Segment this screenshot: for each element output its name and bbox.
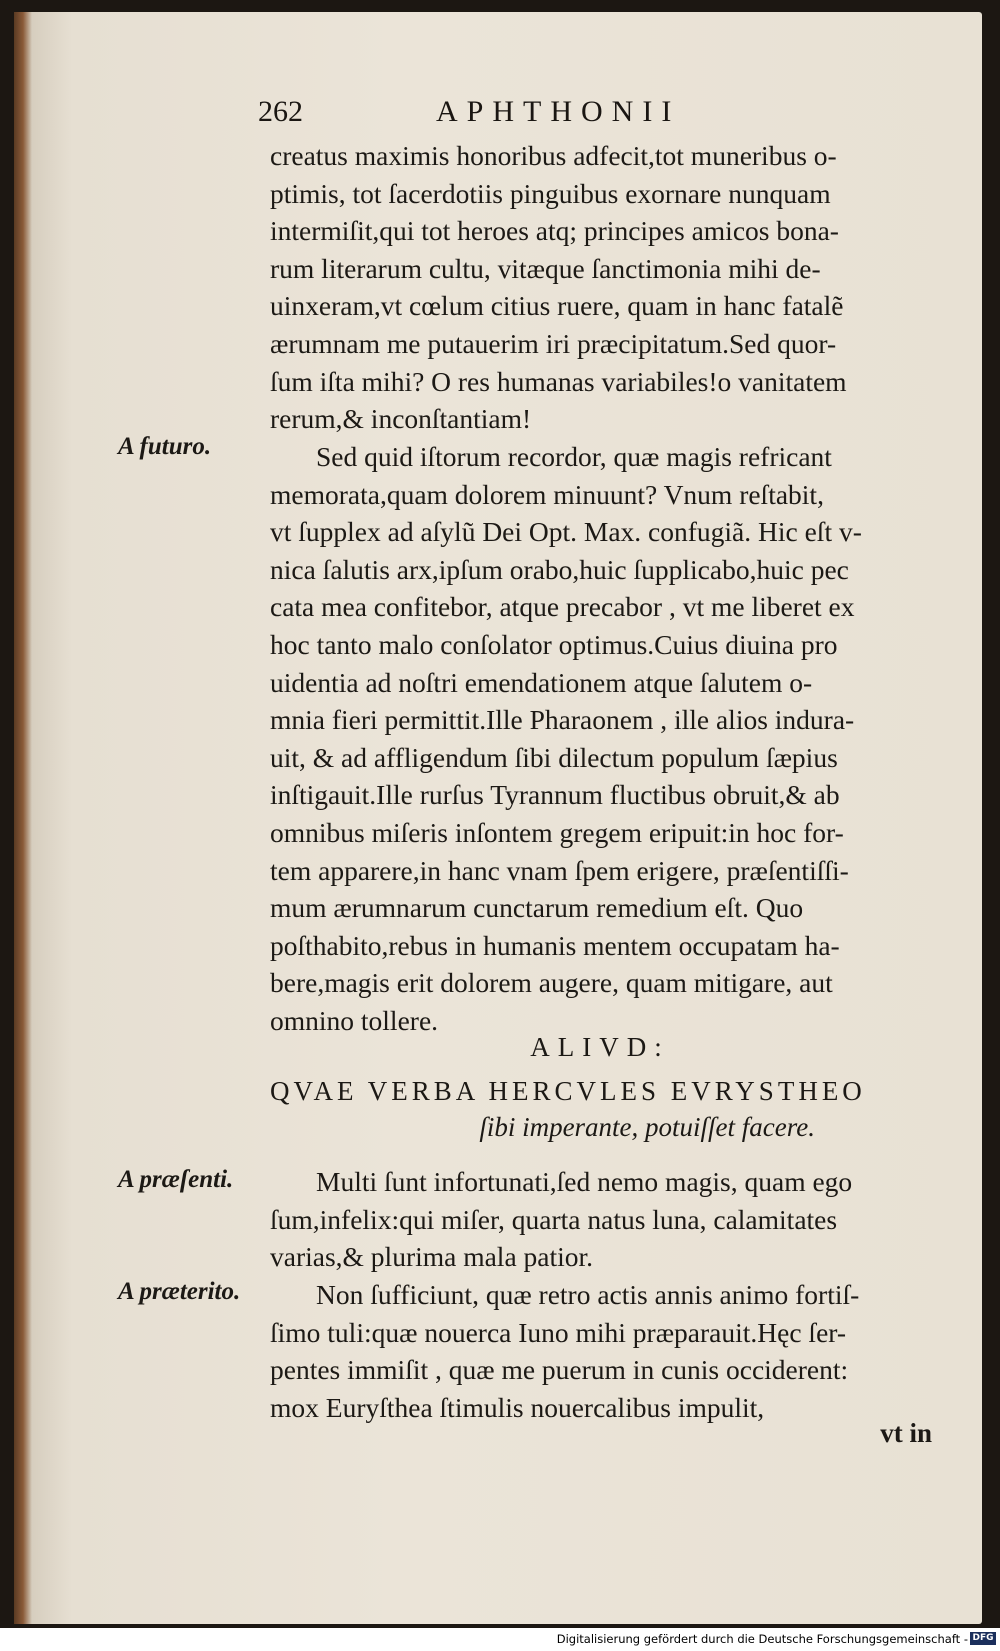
text-line: omnibus miſeris inſontem gregem eripuit:in hoc for- [270,816,844,848]
text-line: uit, & ad affligendum ſibi dilectum populum ſæpius [270,741,838,773]
section-title-line-2: ſibi imperante, potuiſſet facere. [479,1112,815,1142]
text-line: rerum,& inconſtantiam! [270,403,532,435]
margin-note-a-futuro: A futuro. [118,433,212,460]
text-line: omnino tollere. [270,1004,439,1036]
text-line: uinxeram,vt cœlum citius ruere, quam in hanc fatalẽ [270,290,844,322]
running-title: APHTHONII [436,95,681,128]
text-line: Multi ſunt infortunati,ſed nemo magis, quam ego [316,1166,853,1197]
page-number: 262 [258,95,303,128]
aliud-heading: ALIVD: [530,1032,670,1062]
page-header [258,95,928,135]
text-line: hoc tanto malo conſolator optimus.Cuius diuina pro [270,628,838,660]
text-line: creatus maximis honoribus adfecit,tot muneribus o- [270,140,837,171]
text-line: bere,magis erit dolorem augere, quam mitigare, aut [270,967,833,999]
text-line: pentes immiſit , quæ me puerum in cunis occiderent: [270,1354,849,1386]
footer-bar [0,1628,1000,1651]
text-line: cata mea confitebor, atque precabor , vt me liberet ex [270,591,855,623]
text-line: poſthabito,rebus in humanis mentem occupatam ha- [270,929,840,961]
text-line: rum literarum cultu, vitæque ſanctimonia mihi de- [270,252,821,284]
text-line: tem apparere,in hanc vnam ſpem erigere, præſentiſſi- [270,854,849,886]
text-line: ſimo tuli:quæ nouerca Iuno mihi præparauit.Hęc ſer- [270,1316,847,1348]
text-line: vt ſupplex ad aſylũ Dei Opt. Max. confugiã. Hic eſt v- [270,516,862,548]
text-line: Sed quid iſtorum recordor, quæ magis refricant [316,441,832,472]
page-edge [14,12,32,1624]
text-line: memorata,quam dolorem minuunt? Vnum reſtabit, [270,478,824,510]
text-section-2 [270,438,930,1040]
text-line: ærumnam me putauerim iri præcipitatum.Sed quor- [270,327,837,359]
footer-credit: Digitalisierung gefördert durch die Deutsche Forschungsgemeinschaft - [556,1632,968,1646]
text-line: varias,& plurima mala patior. [270,1241,594,1273]
text-line: mnia fieri permittit.Ille Pharaonem , ille alios indura- [270,704,855,736]
catchword: vt in [880,1418,932,1448]
text-section-3 [270,1163,930,1276]
text-line: ſum,infelix:qui miſer, quarta natus luna, calamitates [270,1203,838,1235]
text-line: ſum iſta mihi? O res humanas variabiles!o vanitatem [270,365,847,397]
margin-note-a-praeterito: A præterito. [118,1278,241,1305]
text-line: mum ærumnarum cunctarum remedium eſt. Quo [270,892,804,924]
text-line: inſtigauit.Ille rurſus Tyrannum fluctibus obruit,& ab [270,779,840,811]
text-line: Non ſufficiunt, quæ retro actis annis animo fortiſ- [316,1279,860,1310]
text-section-1 [270,137,930,438]
text-line: uidentia ad noſtri emendationem atque ſalutem o- [270,666,813,698]
text-line: ptimis, tot ſacerdotiis pinguibus exornare nunquam [270,177,831,209]
dfg-logo-icon: DFG [970,1632,996,1645]
text-section-4 [270,1276,930,1426]
margin-note-a-praesenti: A præſenti. [118,1166,234,1193]
text-line: nica ſalutis arx,ipſum orabo,huic ſupplicabo,huic pec [270,553,849,585]
text-line: mox Euryſthea ſtimulis nouercalibus impulit, [270,1391,765,1423]
text-line: intermiſit,qui tot heroes atq; principes amicos bona- [270,215,839,247]
section-title-line-1: QVAE VERBA HERCVLES EVRYSTHEO [270,1076,866,1106]
